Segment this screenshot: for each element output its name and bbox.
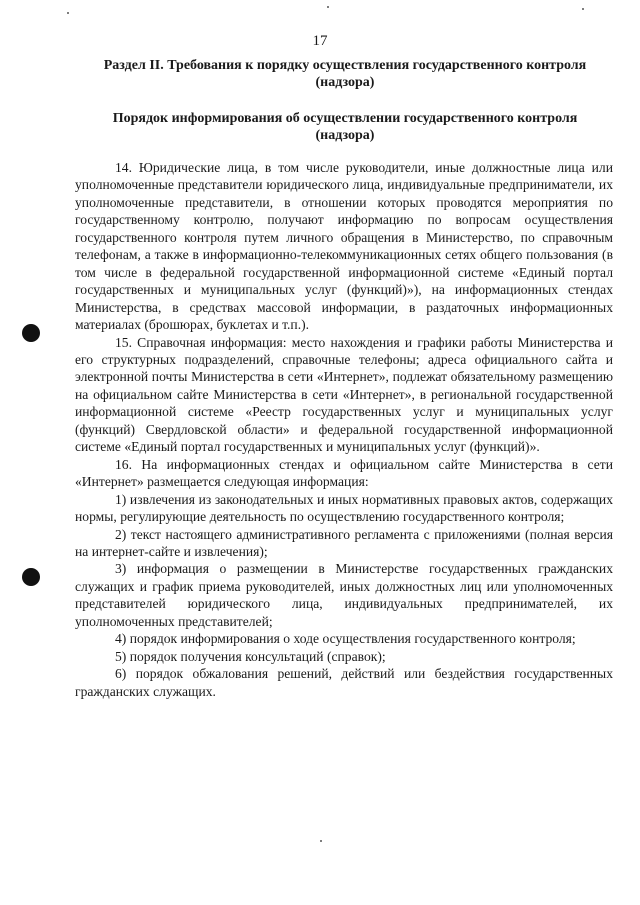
list-item-3: 3) информация о размещении в Министерстве государственных гражданских служащих и график приема руководителей, иных должностных лиц или уполномоченных представителей юридического лица, индивидуальных предпринимателей, их уполномоченных представителей;: [75, 561, 613, 629]
punch-hole: [22, 568, 40, 586]
list-item-4: 4) порядок информирования о ходе осуществления государственного контроля;: [115, 631, 576, 647]
body-text: [75, 159, 613, 700]
paragraph-15: 15. Справочная информация: место нахождения и графики работы Министерства и его структурных подразделений, справочные телефоны; адреса официального сайта и электронной почты Министерства в сети «Интернет», подлежат обязательному размещению на официальном сайте Министерства в сети «Интернет», в региональной государственной информационной системе «Реестр государственных услуг и муниципальных услуг (функций) Свердловской области» и федеральной государственной информационной системе «Единый портал государственных и муниципальных услуг (функций)».: [75, 334, 613, 455]
paragraph-16: 16. На информационных стендах и официальном сайте Министерства в сети «Интернет» размещается следующая информация:: [75, 456, 613, 490]
subsection-title: Порядок информирования об осуществлении государственного контроля (надзора): [112, 111, 578, 143]
section-title: Раздел II. Требования к порядку осуществления государственного контроля (надзора): [103, 58, 587, 90]
scan-speck: [327, 6, 329, 8]
punch-hole: [22, 324, 40, 342]
list-item-1: 1) извлечения из законодательных и иных нормативных правовых актов, содержащих нормы, регулирующие деятельность по осуществлению государственного контроля;: [75, 491, 613, 525]
list-item-5: 5) порядок получения консультаций (справок);: [115, 648, 386, 664]
list-item-2: 2) текст настоящего административного регламента с приложениями (полная версия на интернет-сайте и извлечения);: [75, 526, 613, 559]
paragraph-14: 14. Юридические лица, в том числе руководители, иные должностные лица или уполномоченные представители юридического лица, индивидуальные предприниматели, их уполномоченные представители, в отношении которых проводятся мероприятия по государственному контролю, получают информацию по вопросам осуществления государственного контроля путем личного обращения в Министерство, по справочным телефонам, а также в информационно-телекоммуникационных сетях общего пользования (в том числе в федеральной государственной информационной системе «Единый портал государственных и муниципальных услуг (функций)»), на информационных стендах Министерства, в средствах массовой информации, в раздаточных информационных материалах (брошюрах, буклетах и т.п.).: [75, 160, 613, 333]
scan-speck: [67, 12, 69, 14]
scan-speck: [582, 8, 584, 10]
list-item-6: 6) порядок обжалования решений, действий или бездействия государственных гражданских служащих.: [75, 666, 613, 699]
page-number: 17: [312, 33, 328, 49]
scan-speck: [320, 840, 322, 842]
